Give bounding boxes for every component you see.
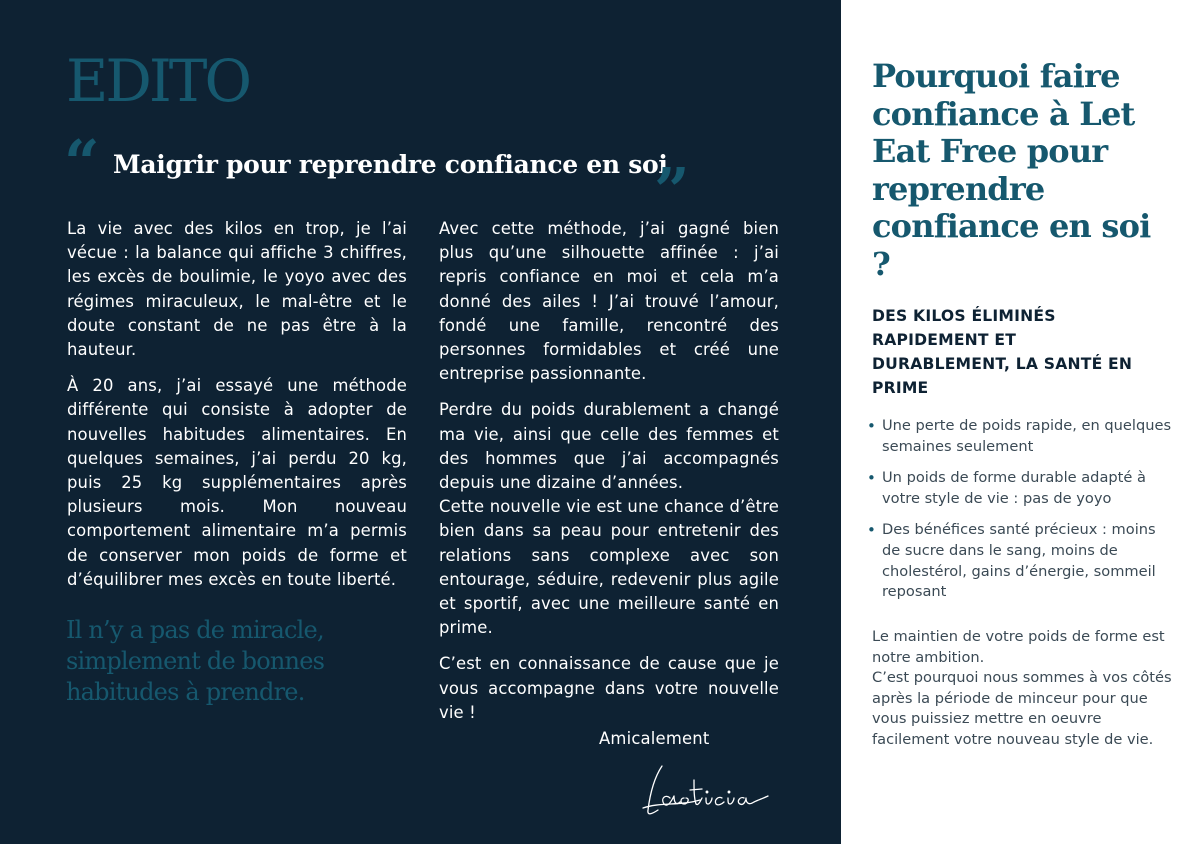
closing-salutation: Amicalement: [599, 729, 710, 748]
benefits-heading: DES KILOS ÉLIMINÉS RAPIDEMENT ET DURABLEMENT, LA SANTÉ EN PRIME: [872, 307, 1133, 397]
edito-title: EDITO: [66, 47, 249, 115]
bullet-icon: •: [867, 521, 876, 540]
maintenance-line: Le maintien de votre poids de forme est notre ambition.: [872, 628, 1165, 666]
list-item: [866, 520, 1176, 602]
signature-laeticia: [640, 758, 770, 820]
benefit-text: Des bénéfices santé précieux : moins de sucre dans le sang, moins de cholestérol, gains d’énergie, sommeil reposant: [882, 521, 1156, 601]
edito-headline: Maigrir pour reprendre confiance en soi: [113, 150, 668, 179]
edito-paragraph: Avec cette méthode, j’ai gagné bien plus qu’une silhouette affinée : j’ai repris confiance en moi et cela m’a donné des ailes ! J’ai trouvé l’amour, fondé une famille, rencontré des personnes formidables et créé une entreprise passionnante.: [439, 219, 779, 384]
edito-paragraph: À 20 ans, j’ai essayé une méthode différente qui consiste à adopter de nouvelles habitudes alimentaires. En quelques semaines, j’ai perdu 20 kg, puis 25 kg supplémentaires après plusieurs mois. Mon nouveau comportement alimentaire m’a permis de conserver mon poids de forme et d’équilibrer mes excès en toute liberté.: [67, 376, 407, 589]
bullet-icon: •: [867, 469, 876, 488]
edito-column-left: [67, 217, 407, 604]
edito-tagline: Il n’y a pas de miracle, simplement de bonnes habitudes à prendre.: [66, 616, 325, 706]
benefit-text: Un poids de forme durable adapté à votre style de vie : pas de yoyo: [882, 469, 1146, 507]
benefit-text: Une perte de poids rapide, en quelques semaines seulement: [882, 417, 1172, 455]
edito-paragraph: Cette nouvelle vie est une chance d’être bien dans sa peau pour entretenir des relations sans complexe avec son entourage, séduire, redevenir plus agile et sportif, avec une meilleure santé en prime.: [439, 497, 779, 638]
benefits-list: [866, 416, 1176, 614]
bullet-icon: •: [867, 417, 876, 435]
maintenance-line: C’est pourquoi nous sommes à vos côtés après la période de minceur pour que vous puissiez mettre en oeuvre facilement votre nouveau style de vie.: [872, 669, 1172, 748]
list-item: [866, 468, 1176, 509]
list-item: [866, 416, 1176, 457]
why-title: Pourquoi faire confiance à Let Eat Free pour reprendre confiance en soi ?: [872, 57, 1151, 283]
edito-paragraph: La vie avec des kilos en trop, je l’ai vécue : la balance qui affiche 3 chiffres, les excès de boulimie, le yoyo avec des régimes miraculeux, le mal-être et le doute constant de ne pas être à la hauteur.: [67, 219, 407, 360]
quote-close-mark: ”: [654, 154, 690, 227]
maintenance-text: [872, 627, 1172, 751]
quote-open-mark: “: [64, 126, 100, 199]
edito-paragraph: C’est en connaissance de cause que je vous accompagne dans votre nouvelle vie !: [439, 654, 779, 722]
edito-column-right: [439, 217, 779, 737]
edito-paragraph: Perdre du poids durablement a changé ma vie, ainsi que celle des femmes et des hommes que j’ai accompagnés depuis une dizaine d’années.: [439, 400, 779, 493]
